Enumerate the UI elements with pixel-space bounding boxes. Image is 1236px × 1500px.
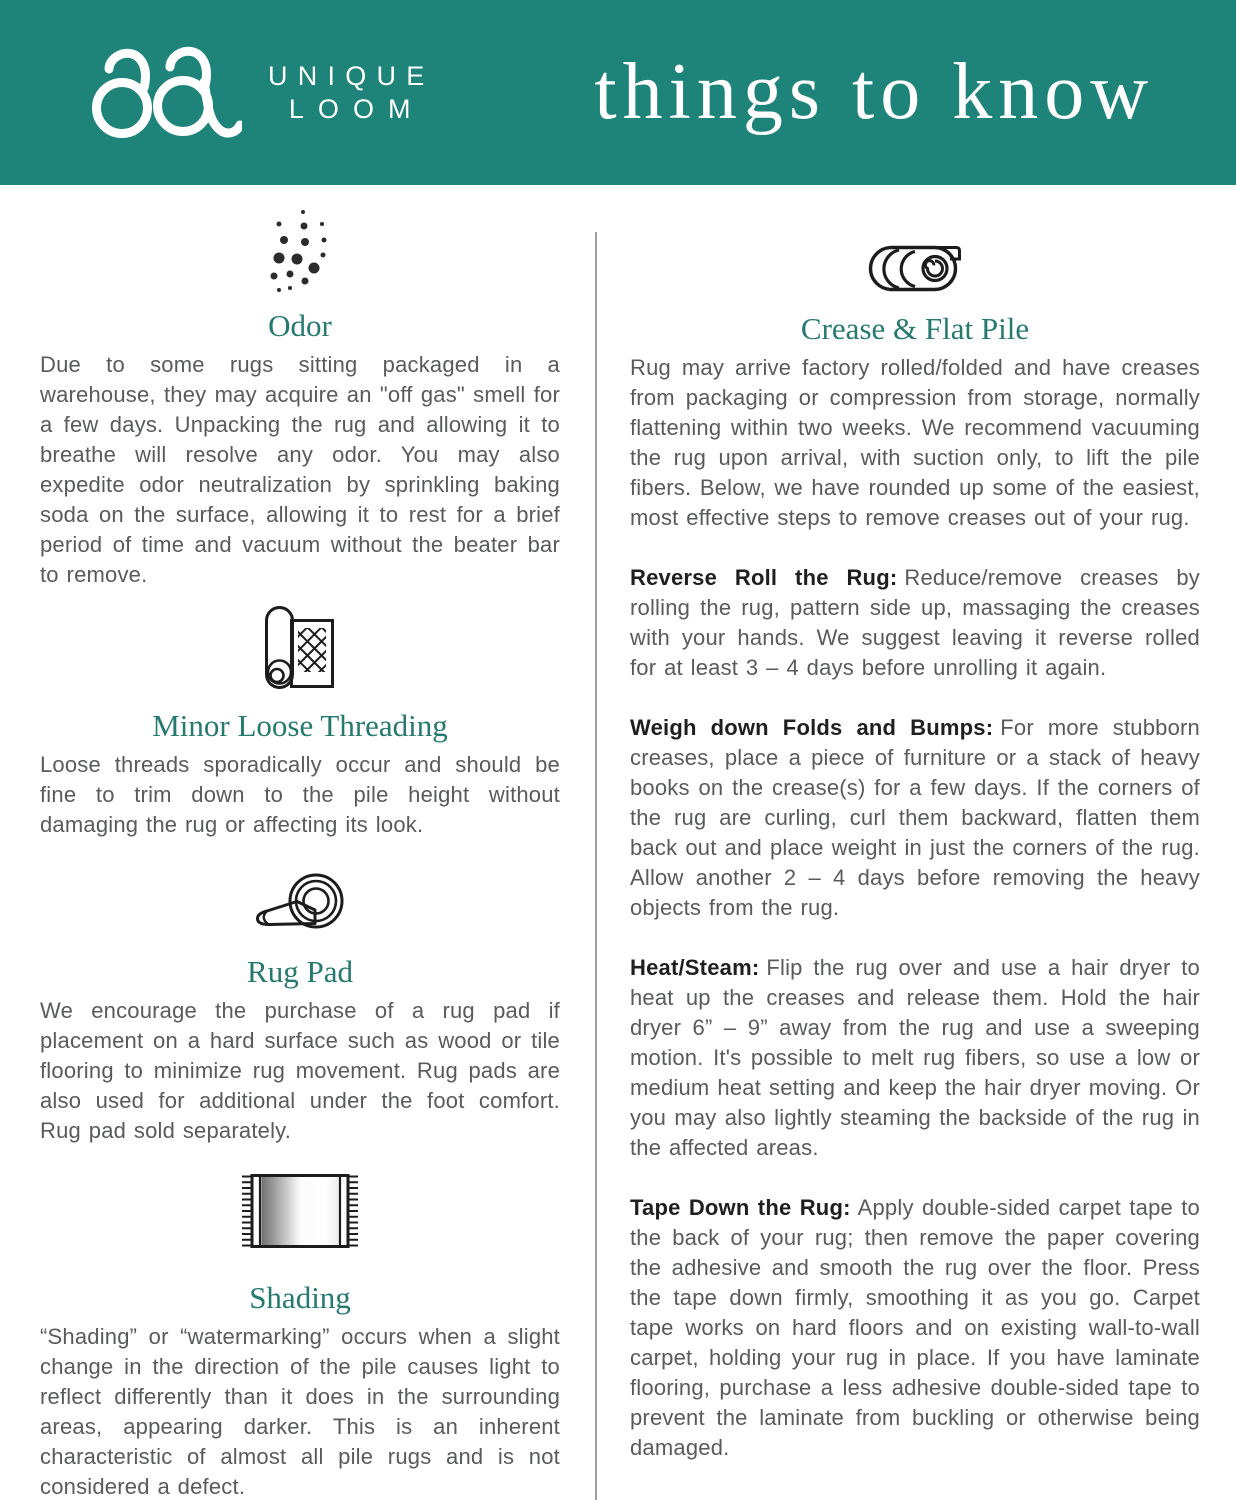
section-body-odor: Due to some rugs sitting packaged in a warehouse, they may acquire an "off gas" smell for a few days. Unpacking the rug and allowing it to breathe will resolve any odor. You may also expedite odor neutralization by sprinkling baking soda on the surface, allowing it to rest for a brief period of time and vacuum without the beater bar to remove. <box>40 352 560 587</box>
brand-name <box>268 60 435 126</box>
tip-text: Apply double-sided carpet tape to the back of your rug; then remove the paper covering the adhesive and smooth the rug over the floor. Press the tape down firmly, smoothing it as you go. Carpet tape works on hard floors and on existing wall-to-wall carpet, holding your rug in place. If you have laminate flooring, purchase a less adhesive double-sided tape to prevent the laminate from buckling or otherwise being damaged. <box>630 1195 1200 1460</box>
tip-label: Reverse Roll the Rug: <box>630 565 898 590</box>
section-heading-shading: Shading <box>249 1280 351 1315</box>
tip-text: For more stubborn creases, place a piece of furniture or a stack of heavy books on the crease(s) for a few days. If the corners of the rug are curling, curl them backward, flatten them back out and place weight in just the corners of the rug. Allow another 2 – 4 days before removing the heavy objects from the rug. <box>630 715 1200 920</box>
crease-section-icon-wrap <box>630 185 1200 293</box>
tip-reverse-roll <box>630 563 1200 683</box>
tip-text: Reduce/remove creases by rolling the rug, pattern side up, massaging the creases with your hands. We suggest leaving it reverse rolled for at least 3 – 4 days before unrolling it again. <box>630 565 1201 680</box>
section-body-shading: “Shading” or “watermarking” occurs when a slight change in the direction of the pile causes light to reflect differently than it does in the surrounding areas, appearing darker. This is an inherent characteristic of almost all pile rugs and is not considered a defect. <box>40 1324 560 1499</box>
brand-name-line2: LOOM <box>288 93 425 124</box>
tip-label: Heat/Steam: <box>630 955 760 980</box>
section-body-threading: Loose threads sporadically occur and should be fine to trim down to the pile height without damaging the rug or affecting its look. <box>40 752 560 837</box>
section-heading-crease: Crease & Flat Pile <box>800 311 1030 346</box>
content <box>0 185 1236 1500</box>
threading-section-icon-wrap <box>40 590 560 690</box>
left-column <box>40 185 560 1500</box>
page-title: things to know <box>594 48 1154 136</box>
tip-weigh-down <box>630 713 1200 923</box>
right-column <box>630 185 1200 1500</box>
rugpad-section-icon-wrap <box>40 840 560 930</box>
section-body-crease-intro: Rug may arrive factory rolled/folded and have creases from packaging or compression from storage, normally flattening within two weeks. We recommend vacuuming the rug upon arrival, with suction only, to lift the pile fibers. Below, we have rounded up some of the easiest, most effective steps to remove creases out of your rug. <box>630 355 1200 530</box>
brand-logo <box>90 44 435 142</box>
tip-label: Tape Down the Rug: <box>630 1195 851 1220</box>
shaded-rug-icon <box>242 1174 358 1248</box>
header-banner <box>0 0 1236 185</box>
rolled-rug-crosshatch-icon <box>265 606 335 690</box>
tip-label: Weigh down Folds and Bumps: <box>630 715 994 740</box>
rolled-rug-spiral-icon <box>868 245 962 293</box>
section-heading-rugpad: Rug Pad <box>247 954 353 989</box>
unique-loom-logo-icon <box>90 44 242 142</box>
rug-pad-roll-icon <box>255 872 345 930</box>
column-divider <box>595 232 597 1500</box>
section-heading-threading: Minor Loose Threading <box>152 708 448 743</box>
section-heading-odor: Odor <box>268 308 332 343</box>
section-body-rugpad: We encourage the purchase of a rug pad if placement on a hard surface such as wood or tile flooring to minimize rug movement. Rug pads are also used for additional under the foot comfort. Rug pad sold separately. <box>40 998 560 1143</box>
odor-section-icon-wrap <box>40 185 560 294</box>
tip-text: Flip the rug over and use a hair dryer to heat up the creases and release them. Hold the hair dryer 6” – 9” away from the rug and use a sweeping motion. It's possible to melt rug fibers, so use a low or medium heat setting and keep the hair dryer moving. Or you may also lightly steaming the backside of the rug in the affected areas. <box>630 955 1200 1160</box>
odor-dots-icon <box>270 209 330 294</box>
tip-tape-down <box>630 1193 1200 1463</box>
tip-heat-steam <box>630 953 1200 1163</box>
brand-name-line1: UNIQUE <box>268 60 435 91</box>
shading-section-icon-wrap <box>40 1146 560 1248</box>
